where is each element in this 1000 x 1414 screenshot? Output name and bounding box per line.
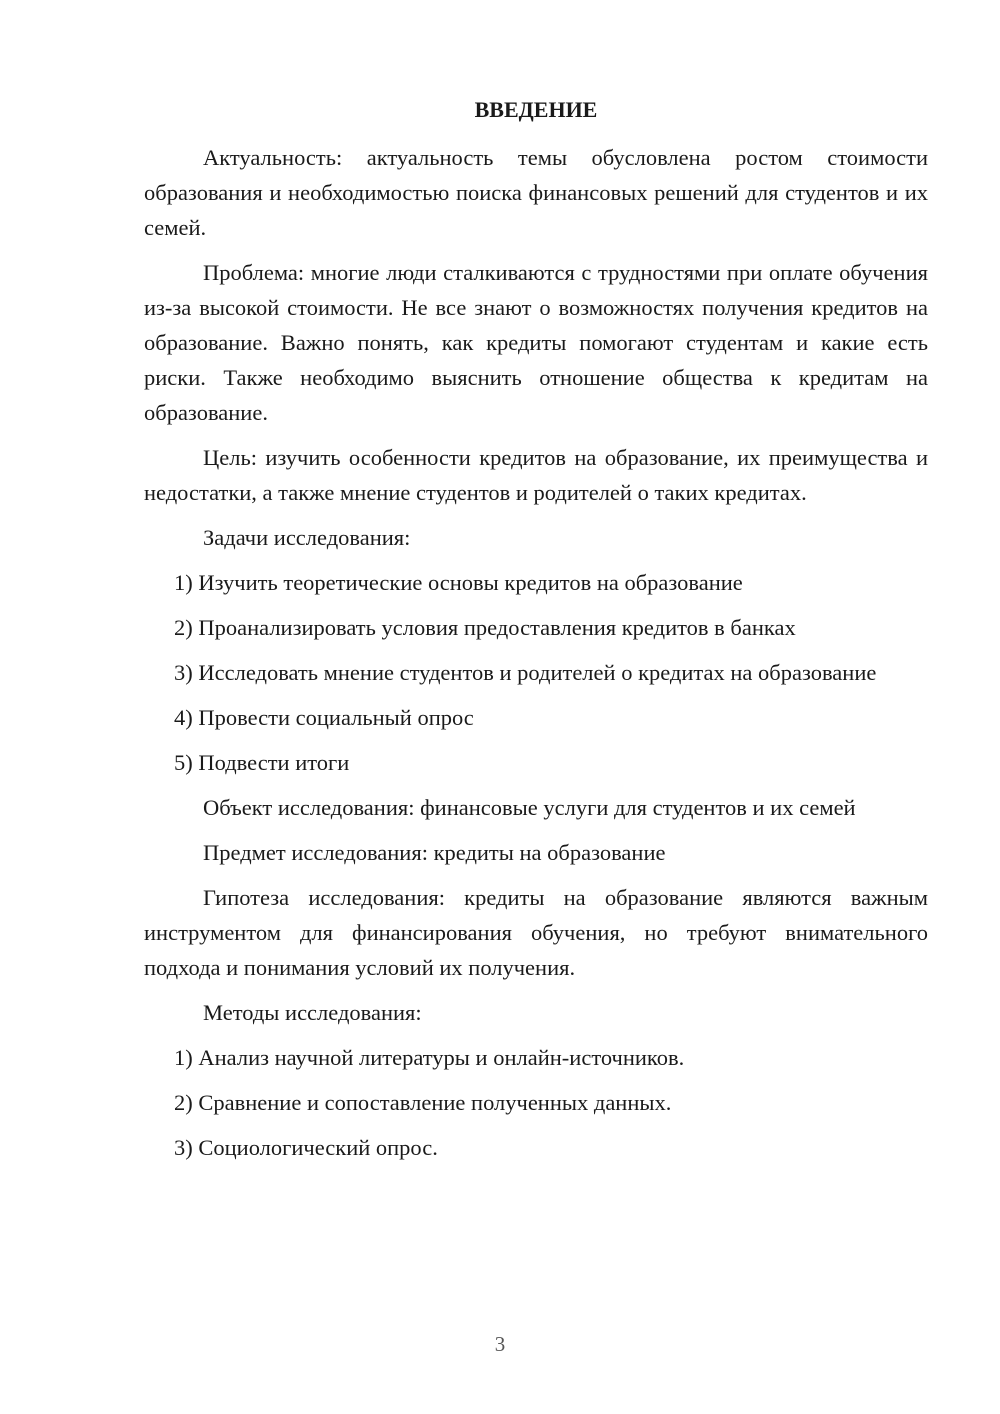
hypothesis-paragraph: Гипотеза исследования: кредиты на образование являются важным инструментом для финансирования обучения, но требуют внимательного подхода и понимания условий их получения. — [144, 885, 928, 980]
goal-paragraph: Цель: изучить особенности кредитов на образование, их преимущества и недостатки, а также мнение студентов и родителей о таких кредитах. — [144, 445, 928, 505]
task-item: 3) Исследовать мнение студентов и родителей о кредитах на образование — [174, 660, 877, 685]
task-item: 4) Провести социальный опрос — [174, 705, 474, 730]
methods-heading: Методы исследования: — [203, 1000, 422, 1025]
object-paragraph: Объект исследования: финансовые услуги для студентов и их семей — [203, 795, 856, 820]
task-item: 2) Проанализировать условия предоставления кредитов в банках — [174, 615, 796, 640]
task-item: 1) Изучить теоретические основы кредитов на образование — [174, 570, 743, 595]
method-item: 3) Социологический опрос. — [174, 1135, 438, 1160]
page-number: 3 — [494, 1332, 506, 1356]
document-page — [144, 90, 928, 1175]
tasks-heading: Задачи исследования: — [203, 525, 411, 550]
relevance-paragraph: Актуальность: актуальность темы обусловлена ростом стоимости образования и необходимостью поиска финансовых решений для студентов и их семей. — [144, 145, 928, 240]
method-item: 1) Анализ научной литературы и онлайн-источников. — [174, 1045, 685, 1070]
section-title: ВВЕДЕНИЕ — [474, 97, 598, 122]
problem-paragraph: Проблема: многие люди сталкиваются с трудностями при оплате обучения из-за высокой стоимости. Не все знают о возможностях получения кредитов на образование. Важно понять, как кредиты помогают студентам и какие есть риски. Также необходимо выяснить отношение общества к кредитам на образование. — [144, 260, 928, 425]
subject-paragraph: Предмет исследования: кредиты на образование — [203, 840, 666, 865]
method-item: 2) Сравнение и сопоставление полученных данных. — [174, 1090, 672, 1115]
task-item: 5) Подвести итоги — [174, 750, 350, 775]
